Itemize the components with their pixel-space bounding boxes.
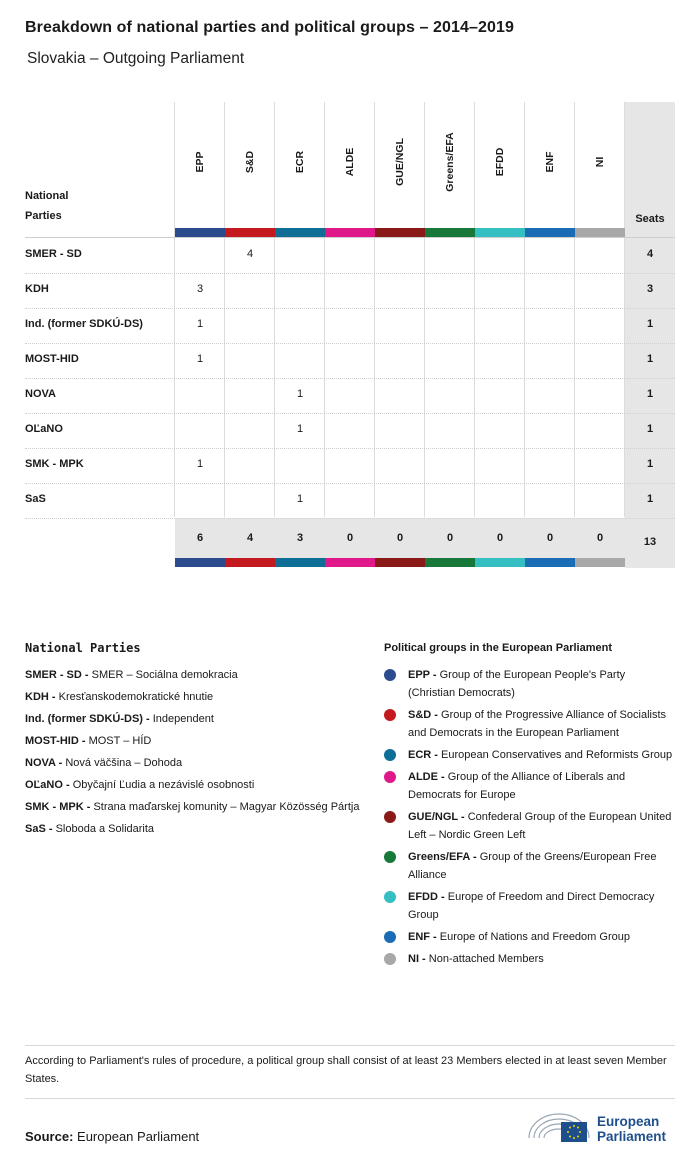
political-groups-legend-title: Political groups in the European Parliament — [384, 642, 612, 654]
group-color-bar — [375, 228, 425, 237]
group-color-bar — [575, 558, 625, 567]
page-title: Breakdown of national parties and political groups – 2014–2019 — [25, 19, 515, 36]
group-total: 0 — [446, 532, 454, 544]
group-color-bar — [225, 228, 275, 237]
group-color-dot — [384, 953, 396, 965]
seat-count: 4 — [246, 248, 254, 260]
footnote: According to Parliament's rules of procedure, a political group shall consist of at least 23 Members elected in at least seven Member States. — [25, 1055, 667, 1085]
column-header-ni — [575, 142, 625, 182]
party-full-name: Independent — [152, 713, 214, 725]
group-abbreviation: EPP - — [408, 669, 437, 681]
political-groups-legend — [384, 666, 674, 972]
national-parties-legend-title: National Parties — [25, 641, 141, 655]
group-total: 6 — [196, 532, 204, 544]
seat-count: 1 — [296, 388, 304, 400]
table-row — [25, 308, 675, 344]
group-abbreviation: ECR - — [408, 749, 438, 761]
row-total-seats: 1 — [646, 493, 654, 505]
source-value: European Parliament — [77, 1129, 200, 1144]
group-color-bar — [275, 228, 325, 237]
group-abbreviation: ENF - — [408, 931, 437, 943]
seat-count: 1 — [296, 423, 304, 435]
row-total-seats: 1 — [646, 318, 654, 330]
column-header-label: GUE/NGL — [394, 138, 406, 186]
group-abbreviation: Greens/EFA - — [408, 851, 477, 863]
column-header-efdd — [475, 142, 525, 182]
parliament-hemicycle-icon — [527, 1108, 591, 1144]
group-full-name: European Conservatives and Reformists Group — [441, 749, 673, 761]
group-legend-item — [384, 746, 674, 764]
group-abbreviation: GUE/NGL - — [408, 811, 465, 823]
party-name: SaS — [25, 493, 46, 505]
column-header-label: Greens/EFA — [444, 132, 456, 192]
party-name: NOVA — [25, 388, 56, 400]
page-subtitle: Slovakia – Outgoing Parliament — [27, 50, 245, 67]
column-header-sd — [225, 142, 275, 182]
group-full-name: Group of the Alliance of Liberals and Democrats for Europe — [408, 771, 626, 801]
party-abbreviation: MOST-HID - — [25, 735, 86, 747]
group-color-dot — [384, 891, 396, 903]
group-legend-item — [384, 666, 674, 702]
column-header-label: ALDE — [344, 147, 356, 177]
table-row — [25, 378, 675, 414]
column-header-label: NI — [594, 156, 606, 168]
group-total: 0 — [546, 532, 554, 544]
group-color-bar — [175, 558, 225, 567]
group-legend-item — [384, 848, 674, 884]
party-full-name: Nová väčšina – Dohoda — [65, 757, 183, 769]
table-row — [25, 273, 675, 309]
party-full-name: MOST – HÍD — [88, 735, 152, 747]
group-color-bar — [425, 228, 475, 237]
party-name: SMK - MPK — [25, 458, 84, 470]
national-party-legend-item — [25, 710, 365, 728]
group-full-name: Group of the Progressive Alliance of Socialists and Democrats in the European Parliament — [408, 709, 667, 739]
party-full-name: Sloboda a Solidarita — [55, 823, 155, 835]
party-abbreviation: SaS - — [25, 823, 53, 835]
group-color-dot — [384, 749, 396, 761]
seat-count: 3 — [196, 283, 204, 295]
logo-line-2: Parliament — [597, 1129, 667, 1144]
row-total-seats: 4 — [646, 248, 654, 260]
group-total: 0 — [396, 532, 404, 544]
national-party-legend-item — [25, 666, 365, 684]
party-full-name: Obyčajní Ľudia a nezávislé osobnosti — [72, 779, 255, 791]
group-color-bar — [525, 228, 575, 237]
column-header-epp — [175, 142, 225, 182]
column-header-label: ENF — [544, 151, 556, 173]
party-name: MOST-HID — [25, 353, 79, 365]
group-color-bar — [475, 558, 525, 567]
seat-count: 1 — [196, 318, 204, 330]
column-header-ecr — [275, 142, 325, 182]
group-total: 0 — [346, 532, 354, 544]
row-total-seats: 1 — [646, 458, 654, 470]
party-full-name: Strana maďarskej komunity – Magyar Közösség Pártja — [93, 801, 360, 813]
party-name: KDH — [25, 283, 49, 295]
group-color-bar — [225, 558, 275, 567]
group-color-bar — [275, 558, 325, 567]
group-full-name: Europe of Nations and Freedom Group — [439, 931, 630, 943]
seat-count: 1 — [296, 493, 304, 505]
party-abbreviation: KDH - — [25, 691, 56, 703]
national-party-legend-item — [25, 798, 365, 816]
national-party-legend-item — [25, 754, 365, 772]
party-full-name: SMER – Sociálna demokracia — [91, 669, 238, 681]
group-abbreviation: NI - — [408, 953, 426, 965]
group-color-bar — [325, 558, 375, 567]
party-abbreviation: Ind. (former SDKÚ-DS) - — [25, 713, 150, 725]
group-color-bar — [575, 228, 625, 237]
group-color-dot — [384, 931, 396, 943]
group-legend-item — [384, 888, 674, 924]
party-abbreviation: NOVA - — [25, 757, 63, 769]
row-total-seats: 3 — [646, 283, 654, 295]
seat-count: 1 — [196, 458, 204, 470]
group-legend-item — [384, 928, 674, 946]
group-full-name: Europe of Freedom and Direct Democracy Group — [408, 891, 655, 921]
group-legend-item — [384, 808, 674, 844]
divider — [25, 1045, 675, 1046]
group-color-dot — [384, 771, 396, 783]
group-total: 0 — [596, 532, 604, 544]
group-abbreviation: S&D - — [408, 709, 438, 721]
group-color-dot — [384, 811, 396, 823]
group-color-bar — [325, 228, 375, 237]
group-color-bar — [175, 228, 225, 237]
column-header-alde — [325, 142, 375, 182]
table-row — [25, 343, 675, 379]
national-party-legend-item — [25, 776, 365, 794]
group-legend-item — [384, 706, 674, 742]
seat-count: 1 — [196, 353, 204, 365]
group-total: 0 — [496, 532, 504, 544]
group-abbreviation: ALDE - — [408, 771, 445, 783]
column-header-label: EPP — [194, 151, 206, 173]
group-abbreviation: EFDD - — [408, 891, 445, 903]
source — [25, 1129, 199, 1144]
group-total: 4 — [246, 532, 254, 544]
column-header-enf — [525, 142, 575, 182]
national-party-legend-item — [25, 820, 365, 838]
group-color-bar — [475, 228, 525, 237]
national-party-legend-item — [25, 732, 365, 750]
column-header-guengl — [375, 138, 425, 186]
logo-text — [597, 1114, 666, 1144]
source-label: Source: — [25, 1129, 74, 1144]
total-seats: 13 — [643, 536, 657, 548]
party-abbreviation: SMK - MPK - — [25, 801, 91, 813]
table-row — [25, 413, 675, 449]
column-header-greensefa — [425, 132, 475, 192]
party-name: OĽaNO — [25, 423, 63, 435]
group-color-bar — [375, 558, 425, 567]
group-legend-item — [384, 950, 674, 968]
national-party-legend-item — [25, 688, 365, 706]
row-total-seats: 1 — [646, 388, 654, 400]
party-name: Ind. (former SDKÚ-DS) — [25, 318, 143, 330]
table-row — [25, 448, 675, 484]
row-total-seats: 1 — [646, 353, 654, 365]
group-color-dot — [384, 669, 396, 681]
logo-line-1: European — [597, 1114, 660, 1129]
national-parties-legend — [25, 666, 365, 842]
group-full-name: Group of the European People's Party (Christian Democrats) — [408, 669, 626, 699]
party-full-name: Kresťanskodemokratické hnutie — [58, 691, 214, 703]
party-name: SMER - SD — [25, 248, 82, 260]
column-header-label: ECR — [294, 150, 306, 174]
group-full-name: Non-attached Members — [428, 953, 544, 965]
party-abbreviation: OĽaNO - — [25, 779, 70, 791]
group-legend-item — [384, 768, 674, 804]
row-total-seats: 1 — [646, 423, 654, 435]
group-color-dot — [384, 709, 396, 721]
party-abbreviation: SMER - SD - — [25, 669, 89, 681]
group-color-bar — [425, 558, 475, 567]
column-header-label: EFDD — [494, 147, 506, 177]
column-header-label: S&D — [244, 150, 256, 174]
group-total: 3 — [296, 532, 304, 544]
group-color-bar — [525, 558, 575, 567]
seats-header: Seats — [635, 213, 665, 225]
european-parliament-logo — [527, 1108, 677, 1148]
national-parties-header: National Parties — [25, 190, 69, 222]
group-color-dot — [384, 851, 396, 863]
table-row — [25, 483, 675, 519]
table-row — [25, 238, 675, 274]
group-full-name: Confederal Group of the European United Left – Nordic Green Left — [408, 811, 672, 841]
divider — [25, 1098, 675, 1099]
group-full-name: Group of the Greens/European Free Alliance — [408, 851, 657, 881]
